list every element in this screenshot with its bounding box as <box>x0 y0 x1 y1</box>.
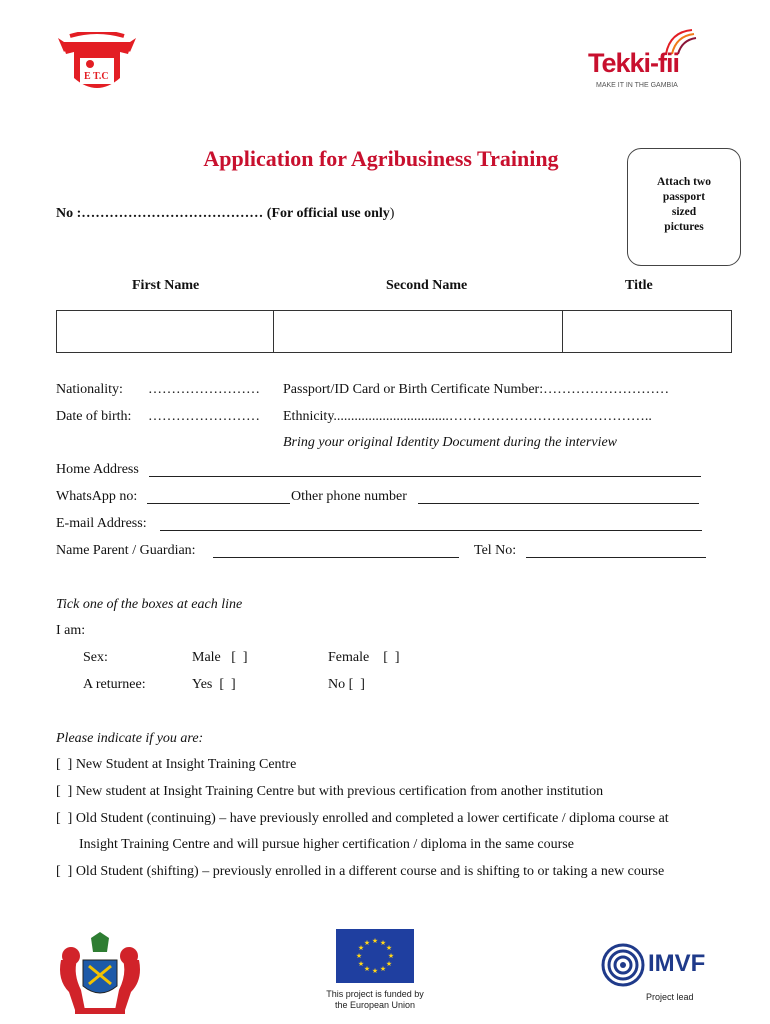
imvf-logo <box>600 942 732 992</box>
name-entry-table <box>56 310 732 353</box>
male-checkbox[interactable]: Male [ ] <box>192 650 248 665</box>
ethnicity-field[interactable]: Ethnicity.................................…………………………………….. <box>283 409 652 424</box>
tekki-fii-tagline: MAKE IT IN THE GAMBIA <box>596 82 678 89</box>
svg-text:★: ★ <box>363 965 371 973</box>
svg-text:★: ★ <box>371 967 379 975</box>
tel-field[interactable] <box>526 557 706 558</box>
svg-text:E T.C: E T.C <box>84 71 109 82</box>
returnee-yes-checkbox[interactable]: Yes [ ] <box>192 677 236 692</box>
svg-text:★: ★ <box>385 944 393 952</box>
title-cell[interactable] <box>563 311 731 352</box>
official-number-line <box>56 206 394 222</box>
tick-instruction: Tick one of the boxes at each line <box>56 597 243 612</box>
whatsapp-label: WhatsApp no: <box>56 489 138 504</box>
photo-box-line: sized <box>671 206 697 218</box>
eu-caption-line-2: the European Union <box>334 1000 416 1010</box>
svg-text:★: ★ <box>385 960 393 968</box>
svg-text:★: ★ <box>379 939 387 947</box>
official-use-note: For official use only <box>271 206 390 221</box>
home-address-label: Home Address <box>56 462 139 477</box>
second-name-header: Second Name <box>386 278 468 293</box>
returnee-label: A returnee: <box>83 677 146 692</box>
parent-guardian-field[interactable] <box>213 557 459 558</box>
indicate-instruction: Please indicate if you are: <box>56 731 204 746</box>
photo-box-line: Attach two <box>657 176 711 188</box>
eu-flag-logo <box>336 929 414 983</box>
eu-caption-line-1: This project is funded by <box>326 989 424 999</box>
photo-box-line: pictures <box>664 221 704 233</box>
passport-number-field[interactable]: Passport/ID Card or Birth Certificate Number:……………………… <box>283 382 670 397</box>
email-field[interactable] <box>160 530 702 531</box>
status-option-new-with-certification[interactable]: [ ] New student at Insight Training Centre but with previous certification from another institution <box>56 784 604 799</box>
whatsapp-field[interactable] <box>147 503 290 504</box>
tekki-fii-logo <box>588 26 708 94</box>
status-option-new-student[interactable]: [ ] New Student at Insight Training Centre <box>56 757 297 772</box>
imvf-wordmark: IMVF <box>648 950 706 977</box>
dob-label: Date of birth: <box>56 409 132 424</box>
eitc-shield-logo <box>56 32 138 98</box>
imvf-caption: Project lead <box>646 992 694 1002</box>
female-checkbox[interactable]: Female [ ] <box>328 650 400 665</box>
id-document-note: Bring your original Identity Document during the interview <box>283 435 618 450</box>
i-am-label: I am: <box>56 623 86 638</box>
gambia-coat-of-arms-logo <box>55 930 145 1016</box>
first-name-header: First Name <box>132 278 200 293</box>
nationality-field[interactable]: …………………… <box>148 382 260 397</box>
svg-text:★: ★ <box>363 939 371 947</box>
dob-field[interactable]: …………………… <box>148 409 260 424</box>
photo-attachment-box <box>627 148 741 266</box>
svg-text:★: ★ <box>357 960 365 968</box>
other-phone-field[interactable] <box>418 503 699 504</box>
other-phone-label: Other phone number <box>291 489 407 504</box>
photo-box-line: passport <box>662 191 706 203</box>
nationality-label: Nationality: <box>56 382 123 397</box>
sex-label: Sex: <box>83 650 108 665</box>
home-address-field[interactable] <box>149 476 701 477</box>
tel-label: Tel No: <box>474 543 517 558</box>
email-label: E-mail Address: <box>56 516 147 531</box>
returnee-no-checkbox[interactable]: No [ ] <box>328 677 365 692</box>
svg-text:★: ★ <box>371 937 379 945</box>
first-name-cell[interactable] <box>57 311 274 352</box>
title-header: Title <box>625 278 653 293</box>
eu-funding-caption <box>310 989 440 1011</box>
form-title: Application for Agribusiness Training <box>203 146 559 171</box>
svg-text:★: ★ <box>379 965 387 973</box>
official-number-label: No :………………………………… ( <box>56 206 272 221</box>
official-number-close: ) <box>389 206 395 221</box>
svg-text:★: ★ <box>355 952 363 960</box>
svg-text:★: ★ <box>357 944 365 952</box>
second-name-cell[interactable] <box>274 311 563 352</box>
tekki-fii-wordmark: Tekki-fii <box>588 48 680 78</box>
status-option-old-continuing[interactable]: [ ] Old Student (continuing) – have previously enrolled and completed a lower certificate / diploma course at <box>56 811 669 826</box>
status-option-old-continuing-cont: Insight Training Centre and will pursue higher certification / diploma in the same course <box>79 837 574 852</box>
status-option-old-shifting[interactable]: [ ] Old Student (shifting) – previously enrolled in a different course and is shifting to or taking a new course <box>56 864 665 879</box>
svg-text:★: ★ <box>387 952 395 960</box>
parent-guardian-label: Name Parent / Guardian: <box>56 543 196 558</box>
